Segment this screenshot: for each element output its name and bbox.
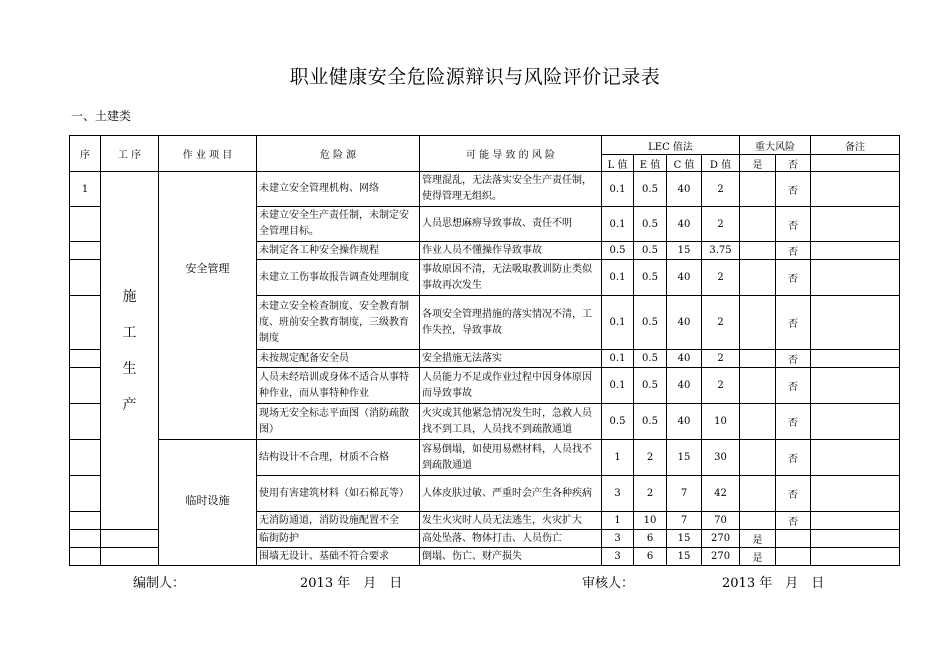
c-value: 40 bbox=[667, 350, 702, 368]
process-cell bbox=[101, 172, 159, 530]
major-no: 否 bbox=[776, 440, 811, 476]
risk-cell: 事故原因不清，无法吸取教训防止类似事故再次发生 bbox=[420, 260, 602, 296]
d-value: 270 bbox=[702, 548, 740, 566]
c-value: 40 bbox=[667, 296, 702, 350]
row-number bbox=[70, 440, 101, 476]
e-value: 0.5 bbox=[634, 260, 667, 296]
hazard-cell: 围墙无设计、基础不符合要求 bbox=[257, 548, 420, 566]
l-value: 1 bbox=[602, 512, 634, 530]
row-number bbox=[70, 260, 101, 296]
hazard-cell: 无消防通道，消防设施配置不全 bbox=[257, 512, 420, 530]
e-value: 0.5 bbox=[634, 350, 667, 368]
table-row bbox=[70, 440, 900, 476]
d-value: 30 bbox=[702, 440, 740, 476]
preparer-label: 编制人： bbox=[133, 576, 186, 591]
major-no: 否 bbox=[776, 512, 811, 530]
hazard-cell: 未建立安全管理机构、网络 bbox=[257, 172, 420, 207]
l-value: 0.1 bbox=[602, 296, 634, 350]
remark-cell bbox=[811, 207, 900, 242]
d-value: 2 bbox=[702, 350, 740, 368]
d-value: 70 bbox=[702, 512, 740, 530]
e-value: 10 bbox=[634, 512, 667, 530]
process-char: 产 bbox=[122, 396, 137, 413]
major-yes bbox=[740, 260, 776, 296]
reviewer-label: 审核人： bbox=[582, 576, 635, 591]
remark-cell bbox=[811, 296, 900, 350]
reviewer-date: 2013 年 月 日 bbox=[722, 576, 825, 591]
risk-cell: 高处坠落、物体打击、人员伤亡 bbox=[420, 530, 602, 548]
process-cell-blank bbox=[101, 548, 159, 566]
header-remark: 备注 bbox=[811, 136, 900, 155]
risk-cell: 火灾或其他紧急情况发生时，急救人员找不到工具，人员找不到疏散通道 bbox=[420, 404, 602, 440]
e-value: 0.5 bbox=[634, 207, 667, 242]
major-yes bbox=[740, 404, 776, 440]
process-char: 施 bbox=[122, 288, 137, 305]
l-value: 0.1 bbox=[602, 260, 634, 296]
process-char: 工 bbox=[122, 324, 137, 341]
major-no: 否 bbox=[776, 260, 811, 296]
risk-cell: 倒塌、伤亡、财产损失 bbox=[420, 548, 602, 566]
major-yes bbox=[740, 512, 776, 530]
major-yes bbox=[740, 368, 776, 404]
l-value: 3 bbox=[602, 530, 634, 548]
hazard-cell: 未建立安全生产责任制，未制定安全管理目标。 bbox=[257, 207, 420, 242]
header-major-risk: 重大风险 bbox=[740, 136, 811, 155]
process-cell-blank bbox=[101, 530, 159, 548]
major-yes: 是 bbox=[740, 530, 776, 548]
e-value: 0.5 bbox=[634, 242, 667, 260]
l-value: 0.1 bbox=[602, 368, 634, 404]
hazard-cell: 临街防护 bbox=[257, 530, 420, 548]
process-char: 生 bbox=[122, 360, 137, 377]
risk-cell: 作业人员不懂操作导致事故 bbox=[420, 242, 602, 260]
header-c: C 值 bbox=[667, 155, 702, 172]
header-risk: 可 能 导 致 的 风 险 bbox=[420, 136, 602, 172]
hazard-cell: 现场无安全标志平面图（消防疏散图） bbox=[257, 404, 420, 440]
c-value: 7 bbox=[667, 476, 702, 512]
major-yes bbox=[740, 476, 776, 512]
row-number bbox=[70, 368, 101, 404]
e-value: 2 bbox=[634, 440, 667, 476]
c-value: 7 bbox=[667, 512, 702, 530]
major-no: 否 bbox=[776, 404, 811, 440]
d-value: 42 bbox=[702, 476, 740, 512]
c-value: 15 bbox=[667, 548, 702, 566]
risk-assessment-table bbox=[69, 135, 900, 566]
d-value: 2 bbox=[702, 368, 740, 404]
l-value: 3 bbox=[602, 476, 634, 512]
remark-cell bbox=[811, 440, 900, 476]
row-number: 1 bbox=[70, 172, 101, 207]
c-value: 15 bbox=[667, 242, 702, 260]
risk-cell: 人员思想麻痹导致事故、责任不明 bbox=[420, 207, 602, 242]
major-yes bbox=[740, 207, 776, 242]
header-lec: LEC 值法 bbox=[602, 136, 740, 155]
hazard-cell: 未建立工伤事故报告调查处理制度 bbox=[257, 260, 420, 296]
table-row bbox=[70, 172, 900, 207]
l-value: 0.1 bbox=[602, 350, 634, 368]
major-no: 否 bbox=[776, 350, 811, 368]
row-number bbox=[70, 242, 101, 260]
c-value: 15 bbox=[667, 440, 702, 476]
e-value: 6 bbox=[634, 548, 667, 566]
remark-cell bbox=[811, 404, 900, 440]
d-value: 2 bbox=[702, 172, 740, 207]
major-yes bbox=[740, 350, 776, 368]
major-yes bbox=[740, 172, 776, 207]
d-value: 10 bbox=[702, 404, 740, 440]
remark-cell bbox=[811, 260, 900, 296]
header-item: 作 业 项 目 bbox=[159, 136, 257, 172]
l-value: 3 bbox=[602, 548, 634, 566]
remark-cell bbox=[811, 368, 900, 404]
header-no: 序 bbox=[70, 136, 101, 172]
remark-cell bbox=[811, 350, 900, 368]
hazard-cell: 未建立安全检查制度、安全教育制度、班前安全教育制度，三级教育制度 bbox=[257, 296, 420, 350]
group-safety-management: 安全管理 bbox=[159, 172, 257, 440]
remark-cell bbox=[811, 548, 900, 566]
d-value: 3.75 bbox=[702, 242, 740, 260]
major-no: 否 bbox=[776, 296, 811, 350]
d-value: 2 bbox=[702, 296, 740, 350]
remark-cell bbox=[811, 242, 900, 260]
e-value: 0.5 bbox=[634, 368, 667, 404]
l-value: 0.1 bbox=[602, 207, 634, 242]
row-number bbox=[70, 512, 101, 530]
major-no bbox=[776, 548, 811, 566]
row-number bbox=[70, 404, 101, 440]
risk-cell: 发生火灾时人员无法逃生，火灾扩大 bbox=[420, 512, 602, 530]
remark-cell bbox=[811, 476, 900, 512]
risk-cell: 管理混乱，无法落实安全生产责任制，使得管理无组织。 bbox=[420, 172, 602, 207]
l-value: 0.1 bbox=[602, 172, 634, 207]
major-no: 否 bbox=[776, 476, 811, 512]
major-no: 否 bbox=[776, 242, 811, 260]
c-value: 40 bbox=[667, 260, 702, 296]
hazard-cell: 未制定各工种安全操作规程 bbox=[257, 242, 420, 260]
d-value: 2 bbox=[702, 260, 740, 296]
header-d: D 值 bbox=[702, 155, 740, 172]
header-remark-blank bbox=[811, 155, 900, 172]
c-value: 40 bbox=[667, 368, 702, 404]
major-no bbox=[776, 530, 811, 548]
e-value: 0.5 bbox=[634, 172, 667, 207]
row-number bbox=[70, 548, 101, 566]
risk-cell: 人体皮肤过敏、严重时会产生各种疾病 bbox=[420, 476, 602, 512]
remark-cell bbox=[811, 512, 900, 530]
header-hazard: 危 险 源 bbox=[257, 136, 420, 172]
c-value: 40 bbox=[667, 172, 702, 207]
row-number bbox=[70, 350, 101, 368]
remark-cell bbox=[811, 172, 900, 207]
group-temporary-facilities: 临时设施 bbox=[159, 440, 257, 566]
header-l: L 值 bbox=[602, 155, 634, 172]
major-no: 否 bbox=[776, 172, 811, 207]
risk-cell: 各项安全管理措施的落实情况不清，工作失控，导致事故 bbox=[420, 296, 602, 350]
hazard-cell: 人员未经培训或身体不适合从事特种作业，而从事特种作业 bbox=[257, 368, 420, 404]
e-value: 0.5 bbox=[634, 296, 667, 350]
major-no: 否 bbox=[776, 368, 811, 404]
c-value: 15 bbox=[667, 530, 702, 548]
c-value: 40 bbox=[667, 207, 702, 242]
header-e: E 值 bbox=[634, 155, 667, 172]
row-number bbox=[70, 296, 101, 350]
l-value: 0.5 bbox=[602, 404, 634, 440]
header-no-col: 否 bbox=[776, 155, 811, 172]
major-yes: 是 bbox=[740, 548, 776, 566]
risk-cell: 人员能力不足或作业过程中因身体原因而导致事故 bbox=[420, 368, 602, 404]
hazard-cell: 结构设计不合理，材质不合格 bbox=[257, 440, 420, 476]
e-value: 2 bbox=[634, 476, 667, 512]
document-title: 职业健康安全危险源辩识与风险评价记录表 bbox=[289, 66, 661, 88]
hazard-cell: 使用有害建筑材料（如石棉瓦等） bbox=[257, 476, 420, 512]
major-yes bbox=[740, 242, 776, 260]
e-value: 6 bbox=[634, 530, 667, 548]
c-value: 40 bbox=[667, 404, 702, 440]
hazard-cell: 未按规定配备安全员 bbox=[257, 350, 420, 368]
major-yes bbox=[740, 440, 776, 476]
risk-cell: 安全措施无法落实 bbox=[420, 350, 602, 368]
header-process: 工 序 bbox=[101, 136, 159, 172]
preparer-date: 2013 年 月 日 bbox=[300, 576, 403, 591]
d-value: 2 bbox=[702, 207, 740, 242]
section-heading: 一、土建类 bbox=[71, 109, 132, 123]
d-value: 270 bbox=[702, 530, 740, 548]
header-yes: 是 bbox=[740, 155, 776, 172]
l-value: 1 bbox=[602, 440, 634, 476]
row-number bbox=[70, 476, 101, 512]
major-no: 否 bbox=[776, 207, 811, 242]
l-value: 0.5 bbox=[602, 242, 634, 260]
risk-cell: 容易倒塌，如使用易燃材料，人员找不到疏散通道 bbox=[420, 440, 602, 476]
major-yes bbox=[740, 296, 776, 350]
e-value: 0.5 bbox=[634, 404, 667, 440]
remark-cell bbox=[811, 530, 900, 548]
row-number bbox=[70, 530, 101, 548]
row-number bbox=[70, 207, 101, 242]
